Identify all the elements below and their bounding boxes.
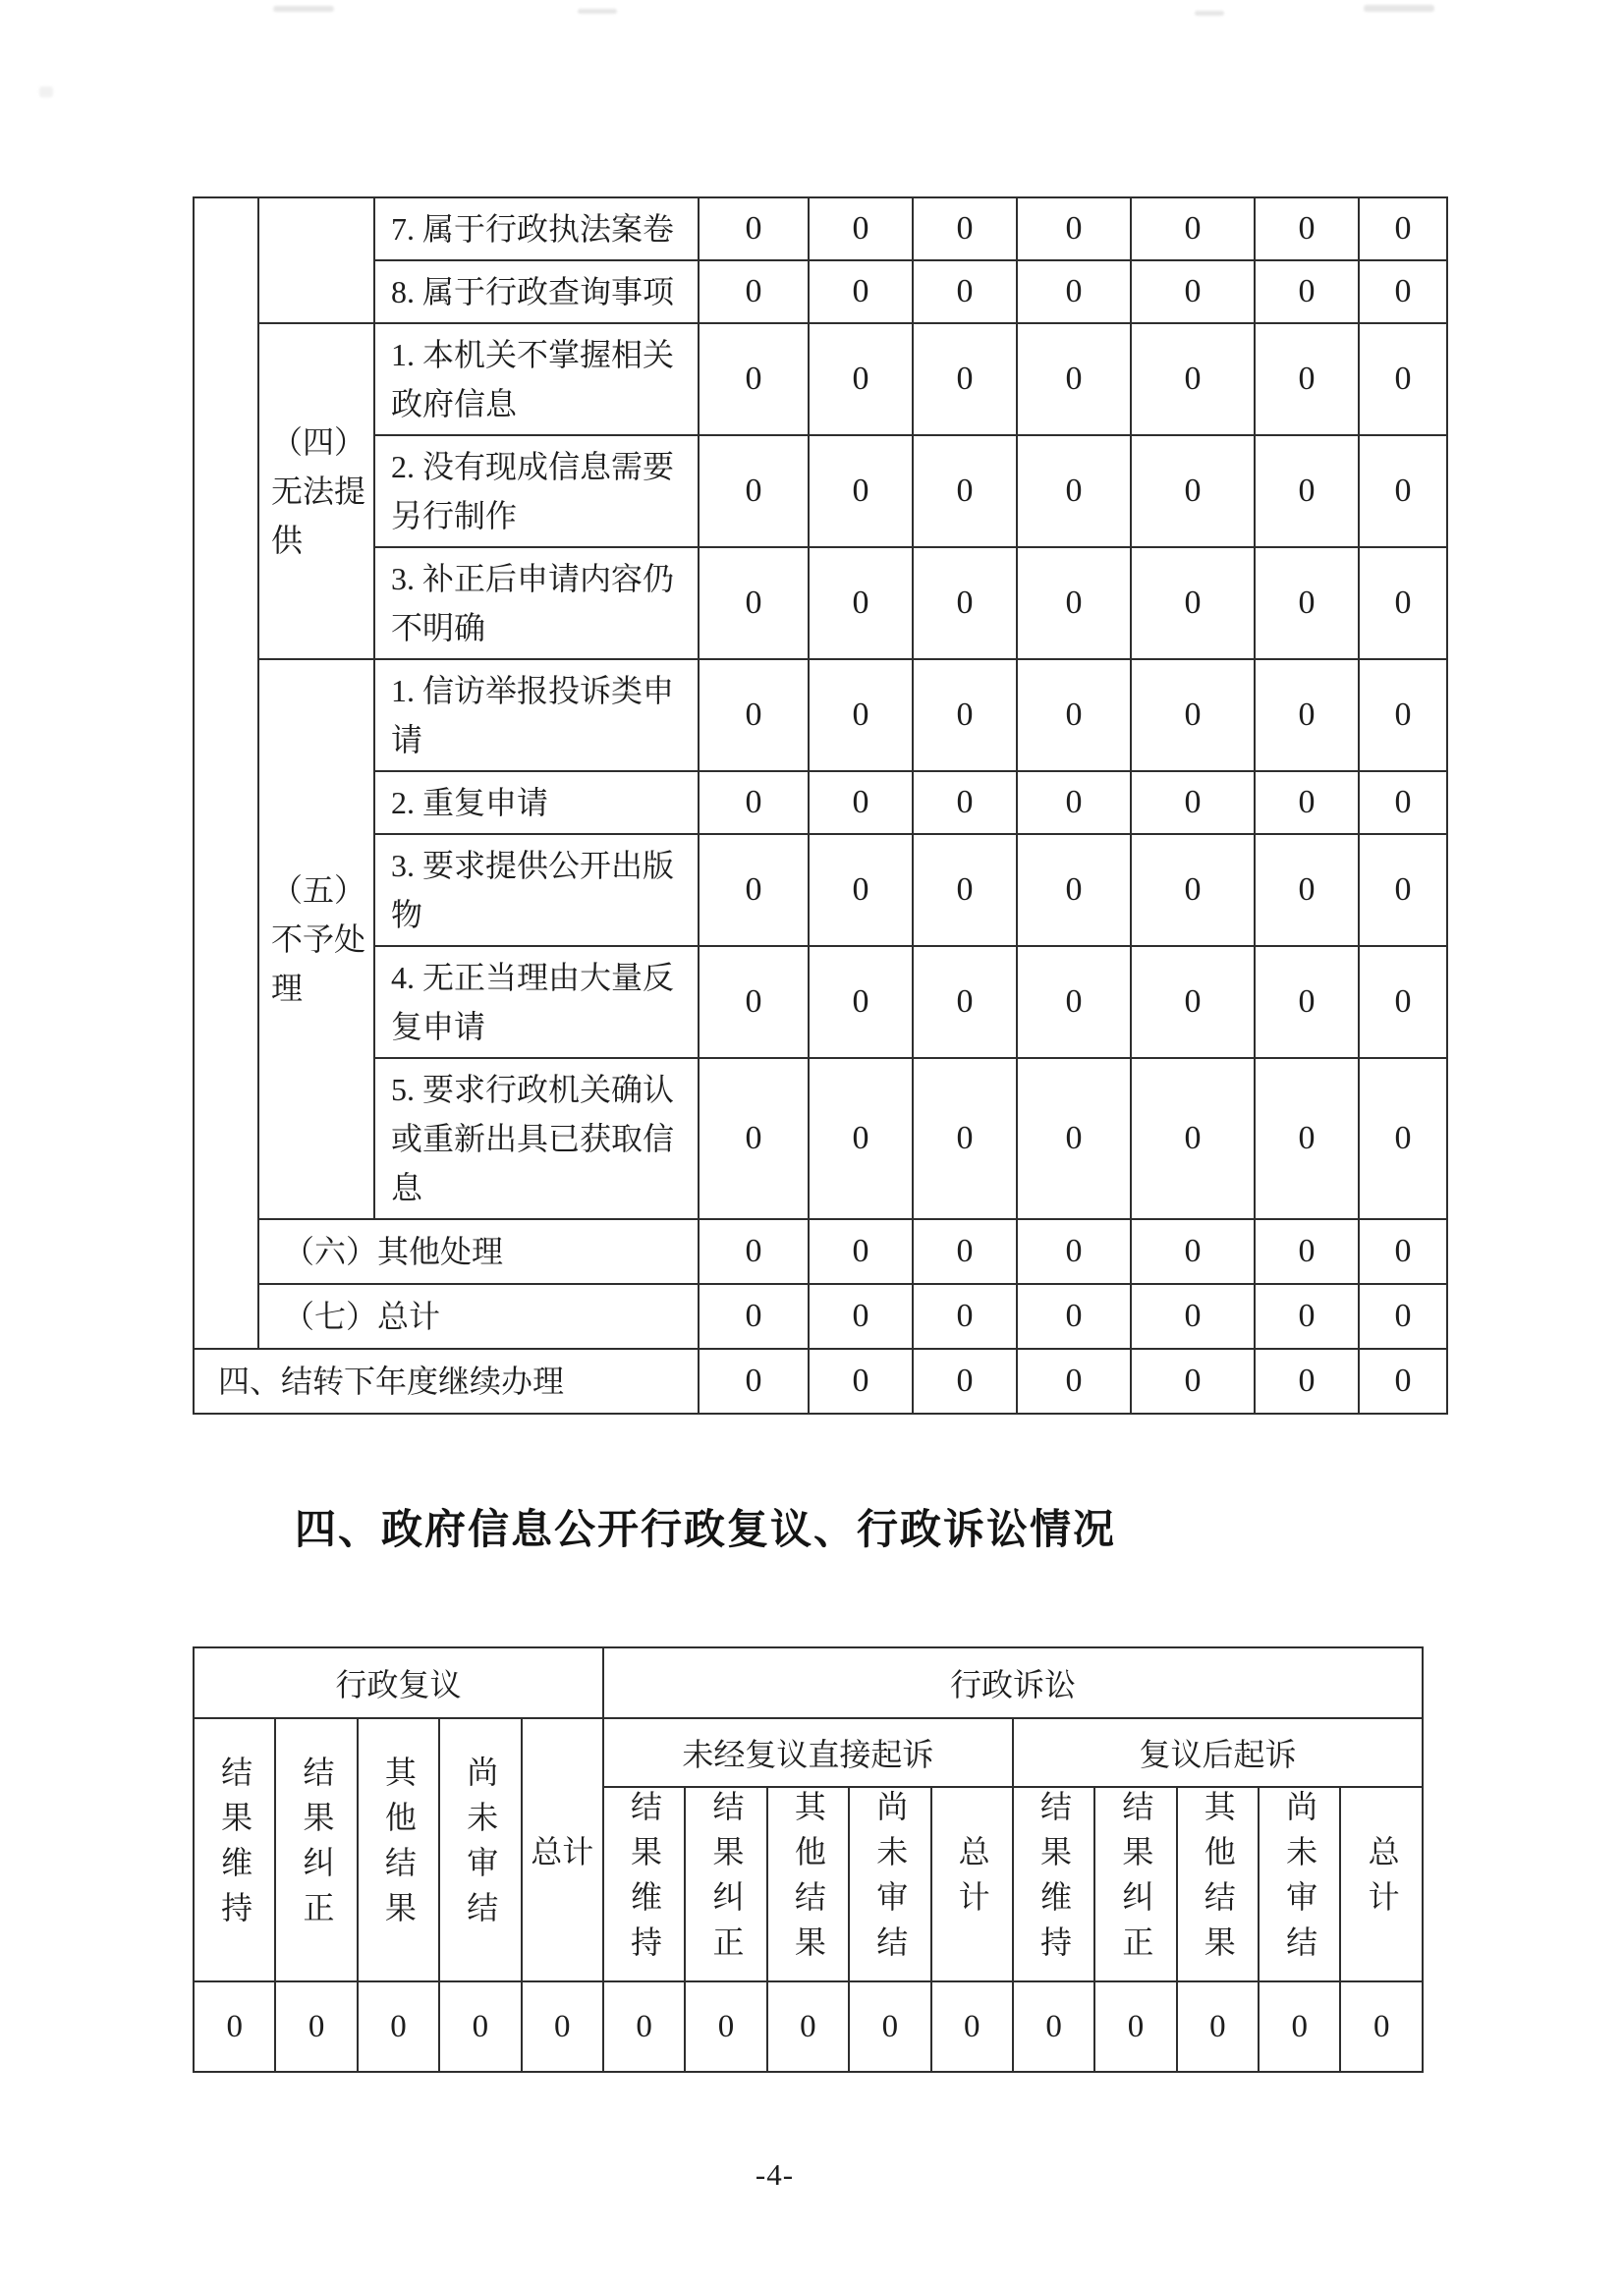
t2-value-cell: 0 <box>1177 1981 1259 2072</box>
t1-value-cell: 0 <box>699 1058 809 1219</box>
t1-value-cell: 0 <box>1359 435 1447 547</box>
t2-group-review: 行政复议 <box>194 1647 603 1718</box>
table-row <box>194 659 1447 771</box>
t1-value-cell: 0 <box>1131 1058 1255 1219</box>
t1-value-cell: 0 <box>1255 946 1359 1058</box>
t1-value-cell: 0 <box>809 547 913 659</box>
t1-row-label: 4. 无正当理由大量反复申请 <box>374 946 699 1058</box>
t2-value-cell: 0 <box>194 1981 275 2072</box>
t1-value-cell: 0 <box>699 834 809 946</box>
t1-row-label: 1. 本机关不掌握相关政府信息 <box>374 323 699 435</box>
t1-value-cell: 0 <box>1359 1349 1447 1414</box>
t2-sub-direct-suit: 未经复议直接起诉 <box>603 1718 1013 1787</box>
t2-header-upheld <box>1013 1787 1094 1981</box>
t2-header-other <box>1177 1787 1259 1981</box>
t2-header-text: 结果维持 <box>1036 1790 1072 1971</box>
t1-value-cell: 0 <box>1017 946 1131 1058</box>
t2-header-corrected <box>275 1718 357 1981</box>
t2-header-text: 结果纠正 <box>1118 1790 1154 1971</box>
t1-value-cell: 0 <box>1017 1219 1131 1284</box>
t2-value-cell: 0 <box>358 1981 439 2072</box>
table-row <box>194 1981 1423 2072</box>
t1-value-cell: 0 <box>1359 771 1447 834</box>
t1-value-cell: 0 <box>699 435 809 547</box>
t2-value-cell: 0 <box>1013 1981 1094 2072</box>
t1-value-cell: 0 <box>913 260 1017 323</box>
t2-value-cell: 0 <box>275 1981 357 2072</box>
t1-value-cell: 0 <box>809 771 913 834</box>
t1-value-cell: 0 <box>1017 659 1131 771</box>
t1-value-cell: 0 <box>809 323 913 435</box>
t2-value-cell: 0 <box>439 1981 521 2072</box>
t1-value-cell: 0 <box>1255 197 1359 260</box>
t1-value-cell: 0 <box>1255 1349 1359 1414</box>
t1-row-label: 1. 信访举报投诉类申请 <box>374 659 699 771</box>
t2-header-pending <box>849 1787 930 1981</box>
t1-value-cell: 0 <box>699 771 809 834</box>
table-row <box>194 1284 1447 1349</box>
t1-value-cell: 0 <box>699 197 809 260</box>
t1-value-cell: 0 <box>1359 197 1447 260</box>
t2-header-text: 结果维持 <box>627 1790 663 1971</box>
t1-value-cell: 0 <box>1017 1349 1131 1414</box>
t1-section5-label: （五）不予处理 <box>258 659 374 1219</box>
scan-artifact <box>1195 11 1224 16</box>
t1-row-label: （六）其他处理 <box>258 1219 699 1284</box>
t1-section3-spacer-cell <box>258 197 374 323</box>
t1-value-cell: 0 <box>1131 946 1255 1058</box>
t2-header-text: 其他结果 <box>790 1790 826 1971</box>
t2-value-cell: 0 <box>1340 1981 1423 2072</box>
t1-value-cell: 0 <box>913 1219 1017 1284</box>
t1-value-cell: 0 <box>809 1349 913 1414</box>
t1-value-cell: 0 <box>913 946 1017 1058</box>
processing-results-table <box>193 196 1448 1415</box>
t1-value-cell: 0 <box>1017 197 1131 260</box>
t1-value-cell: 0 <box>1131 1219 1255 1284</box>
t1-value-cell: 0 <box>809 1219 913 1284</box>
t2-header-total <box>1340 1787 1423 1981</box>
t2-value-cell: 0 <box>1094 1981 1176 2072</box>
t1-value-cell: 0 <box>1255 1219 1359 1284</box>
t1-value-cell: 0 <box>1255 1284 1359 1349</box>
scan-artifact <box>39 86 53 97</box>
table-row <box>194 1647 1423 1718</box>
t2-header-corrected <box>1094 1787 1176 1981</box>
t2-value-cell: 0 <box>522 1981 603 2072</box>
t1-value-cell: 0 <box>809 834 913 946</box>
table-row <box>194 771 1447 834</box>
t1-value-cell: 0 <box>913 834 1017 946</box>
t1-value-cell: 0 <box>1359 323 1447 435</box>
t1-value-cell: 0 <box>1131 197 1255 260</box>
t1-value-cell: 0 <box>913 197 1017 260</box>
t1-value-cell: 0 <box>809 1058 913 1219</box>
t1-value-cell: 0 <box>699 1219 809 1284</box>
t1-value-cell: 0 <box>1131 771 1255 834</box>
t2-header-upheld <box>603 1787 685 1981</box>
table-row <box>194 1349 1447 1414</box>
table-row <box>194 323 1447 435</box>
t1-value-cell: 0 <box>913 1058 1017 1219</box>
t2-header-text: 结果纠正 <box>708 1790 745 1971</box>
t1-value-cell: 0 <box>1255 323 1359 435</box>
t1-value-cell: 0 <box>809 435 913 547</box>
scan-artifact <box>273 6 334 12</box>
t1-value-cell: 0 <box>1255 547 1359 659</box>
t2-header-corrected <box>685 1787 766 1981</box>
t1-value-cell: 0 <box>699 659 809 771</box>
t1-value-cell: 0 <box>1131 260 1255 323</box>
t1-value-cell: 0 <box>699 946 809 1058</box>
t2-value-cell: 0 <box>603 1981 685 2072</box>
t2-value-cell: 0 <box>1259 1981 1340 2072</box>
table-row <box>194 1219 1447 1284</box>
table-row <box>194 197 1447 260</box>
t1-value-cell: 0 <box>809 659 913 771</box>
t1-value-cell: 0 <box>1359 659 1447 771</box>
t1-value-cell: 0 <box>1255 260 1359 323</box>
t1-value-cell: 0 <box>1359 1058 1447 1219</box>
t1-value-cell: 0 <box>809 946 913 1058</box>
table-row <box>194 435 1447 547</box>
t1-row-label: （七）总计 <box>258 1284 699 1349</box>
t1-section4-label: （四）无法提供 <box>258 323 374 659</box>
t1-row-label: 5. 要求行政机关确认或重新出具已获取信息 <box>374 1058 699 1219</box>
t1-value-cell: 0 <box>1359 547 1447 659</box>
t2-header-pending <box>439 1718 521 1981</box>
t1-value-cell: 0 <box>1359 1284 1447 1349</box>
t1-value-cell: 0 <box>699 1349 809 1414</box>
t1-value-cell: 0 <box>913 771 1017 834</box>
t2-header-total: 总计 <box>522 1718 603 1981</box>
t2-sub-after-review-suit: 复议后起诉 <box>1013 1718 1423 1787</box>
t1-value-cell: 0 <box>809 1284 913 1349</box>
t1-value-cell: 0 <box>1017 834 1131 946</box>
table-row <box>194 834 1447 946</box>
t2-value-cell: 0 <box>849 1981 930 2072</box>
review-litigation-table <box>193 1646 1424 2073</box>
t2-group-litigation: 行政诉讼 <box>603 1647 1423 1718</box>
t1-value-cell: 0 <box>913 1349 1017 1414</box>
t2-header-text: 结果维持 <box>217 1756 253 1936</box>
t2-value-cell: 0 <box>767 1981 849 2072</box>
section4-heading: 四、政府信息公开行政复议、行政诉讼情况 <box>295 1506 1117 1552</box>
t1-value-cell: 0 <box>1131 834 1255 946</box>
t1-value-cell: 0 <box>1131 1349 1255 1414</box>
t1-value-cell: 0 <box>1017 771 1131 834</box>
t1-value-cell: 0 <box>1359 946 1447 1058</box>
table-row <box>194 1058 1447 1219</box>
t2-value-cell: 0 <box>931 1981 1013 2072</box>
t1-value-cell: 0 <box>913 435 1017 547</box>
page-number: -4- <box>755 2157 795 2192</box>
t1-value-cell: 0 <box>1131 659 1255 771</box>
t1-row-label: 3. 补正后申请内容仍不明确 <box>374 547 699 659</box>
t1-value-cell: 0 <box>809 197 913 260</box>
t1-value-cell: 0 <box>1359 1219 1447 1284</box>
t1-row-label: 2. 重复申请 <box>374 771 699 834</box>
t1-value-cell: 0 <box>1255 771 1359 834</box>
t2-header-upheld <box>194 1718 275 1981</box>
t1-value-cell: 0 <box>1017 1284 1131 1349</box>
t2-header-other <box>767 1787 849 1981</box>
t1-value-cell: 0 <box>1017 323 1131 435</box>
scan-artifact <box>578 9 617 14</box>
t1-value-cell: 0 <box>809 260 913 323</box>
t1-row-label: 8. 属于行政查询事项 <box>374 260 699 323</box>
t2-header-text: 结果纠正 <box>299 1756 335 1936</box>
table-row <box>194 547 1447 659</box>
t1-value-cell: 0 <box>1131 1284 1255 1349</box>
t1-value-cell: 0 <box>699 547 809 659</box>
table-row <box>194 260 1447 323</box>
t1-value-cell: 0 <box>913 1284 1017 1349</box>
table-row <box>194 1718 1423 1787</box>
t1-row-label: 2. 没有现成信息需要另行制作 <box>374 435 699 547</box>
t2-header-text: 尚未审结 <box>1282 1790 1318 1971</box>
t1-value-cell: 0 <box>699 323 809 435</box>
t1-value-cell: 0 <box>1255 834 1359 946</box>
t1-value-cell: 0 <box>1359 260 1447 323</box>
t2-header-text: 尚未审结 <box>463 1756 499 1936</box>
scan-artifact <box>1364 5 1434 12</box>
t1-value-cell: 0 <box>913 659 1017 771</box>
t1-value-cell: 0 <box>1255 1058 1359 1219</box>
t2-header-text: 总计 <box>1364 1835 1400 1925</box>
t2-header-text: 总计 <box>954 1835 990 1925</box>
t1-value-cell: 0 <box>1255 659 1359 771</box>
t1-row-label: 3. 要求提供公开出版物 <box>374 834 699 946</box>
t1-value-cell: 0 <box>1131 323 1255 435</box>
t2-header-text: 其他结果 <box>380 1756 417 1936</box>
t1-value-cell: 0 <box>913 547 1017 659</box>
t2-header-other <box>358 1718 439 1981</box>
t1-value-cell: 0 <box>1359 834 1447 946</box>
t1-value-cell: 0 <box>1017 260 1131 323</box>
t1-value-cell: 0 <box>1017 435 1131 547</box>
t2-header-pending <box>1259 1787 1340 1981</box>
t1-value-cell: 0 <box>913 323 1017 435</box>
t1-value-cell: 0 <box>1255 435 1359 547</box>
t2-value-cell: 0 <box>685 1981 766 2072</box>
t2-header-text: 尚未审结 <box>872 1790 909 1971</box>
t1-value-cell: 0 <box>1017 1058 1131 1219</box>
table-row <box>194 946 1447 1058</box>
t1-value-cell: 0 <box>1017 547 1131 659</box>
t1-row-label: 7. 属于行政执法案卷 <box>374 197 699 260</box>
t1-value-cell: 0 <box>1131 435 1255 547</box>
t1-value-cell: 0 <box>699 1284 809 1349</box>
t1-value-cell: 0 <box>699 260 809 323</box>
t1-left-spacer-cell <box>194 197 258 1349</box>
t2-header-total <box>931 1787 1013 1981</box>
t1-value-cell: 0 <box>1131 547 1255 659</box>
t2-header-text: 其他结果 <box>1200 1790 1236 1971</box>
t1-carryover-label: 四、结转下年度继续办理 <box>194 1349 699 1414</box>
